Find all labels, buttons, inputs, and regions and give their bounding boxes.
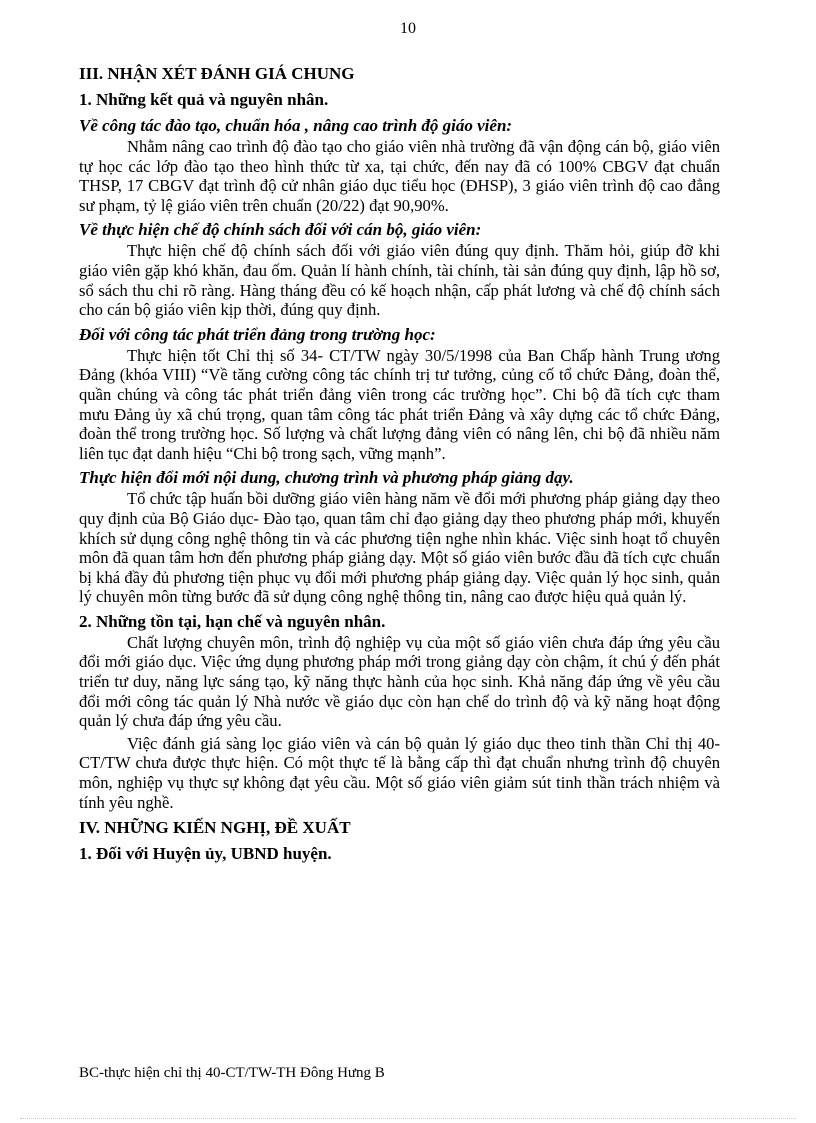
page-footer: BC-thực hiện chỉ thị 40-CT/TW-TH Đông Hưng B [79, 1065, 385, 1081]
heading-policy: Về thực hiện chế độ chính sách đối với cán bộ, giáo viên: [79, 220, 482, 240]
page-number: 10 [400, 20, 416, 37]
paragraph-limits-2: Việc đánh giá sàng lọc giáo viên và cán bộ quản lý giáo dục theo tinh thần Chỉ thị 40-CT/TW chưa được thực hiện. Có một thực tế là bằng cấp thì đạt chuẩn nhưng trình độ chuyên môn, nghiệp vụ thực sự không đạt yêu cầu. Một số giáo viên giảm sút tinh thần trách nhiệm và tính yêu nghề. [79, 733, 720, 812]
heading-training: Về công tác đào tạo, chuẩn hóa , nâng cao trình độ giáo viên: [79, 116, 513, 135]
sub2-title: 2. Những tồn tại, hạn chế và nguyên nhân. [79, 611, 386, 631]
paragraph-training: Nhằm nâng cao trình độ đào tạo cho giáo viên nhà trường đã vận động cán bộ, giáo viên tự học các lớp đào tạo theo hình thức từ xa, tại chức, đến nay đã có 100% CBGV đạt chuẩn THSP, 17 CBGV đạt trình độ cử nhân giáo dục tiểu học (ĐHSP), 3 giáo viên trình độ cao đẳng sư phạm, tỷ lệ giáo viên trên chuẩn (20/22) đạt 90,90%. [79, 137, 720, 215]
heading-innovation: Thực hiện đổi mới nội dung, chương trình và phương pháp giảng dạy. [79, 468, 574, 488]
heading-party: Đối với công tác phát triển đảng trong trường học: [79, 324, 436, 344]
document-body [79, 58, 720, 865]
paragraph-policy: Thực hiện chế độ chính sách đối với giáo viên đúng quy định. Thăm hỏi, giúp đỡ khi giáo viên gặp khó khăn, đau ốm. Quản lí hành chính, tài chính, tài sản đúng quy định, lập hồ sơ, sổ sách thu chi rõ ràng. Hàng tháng đều có kế hoạch nhận, cấp phát lương và chế độ chính sách cho cán bộ giáo viên kịp thời, đúng quy định. [79, 241, 720, 320]
paragraph-limits-1: Chất lượng chuyên môn, trình độ nghiệp vụ của một số giáo viên chưa đáp ứng yêu cầu đổi mới giáo dục. Việc ứng dụng phương pháp mới trong giảng dạy còn chậm, ít chú ý đến phát triển tư duy, năng lực sáng tạo, kỹ năng thực hành của học sinh. Khả năng đáp ứng về yêu cầu đổi mới công tác quản lý Nhà nước về giáo dục còn hạn chế do trình độ và kỹ năng hoạt động quản lý chưa đáp ứng yêu cầu. [79, 632, 720, 731]
sub1-title: 1. Những kết quả và nguyên nhân. [79, 90, 329, 109]
paragraph-innovation: Tổ chức tập huấn bồi dưỡng giáo viên hàng năm về đổi mới phương pháp giảng dạy theo quy định của Bộ Giáo dục- Đào tạo, quan tâm chỉ đạo giảng dạy theo phương pháp mới, khuyến khích sử dụng công nghệ thông tin và các phương tiện nghe nhìn khác. Việc sinh hoạt tổ chuyên môn đã quan tâm hơn đến phương pháp giảng dạy. Một số giáo viên bước đầu đã tích cực chuẩn bị khá đầy đủ phương tiện phục vụ đổi mới phương pháp giảng dạy. Việc quản lý học sinh, quản lý chuyên môn từng bước đã sử dụng công nghệ thông tin, nâng cao được hiệu quả quản lý. [79, 489, 720, 607]
sub-iv1-title: 1. Đối với Huyện ủy, UBND huyện. [79, 844, 332, 864]
page-bottom-divider [20, 1118, 796, 1119]
paragraph-party: Thực hiện tốt Chỉ thị số 34- CT/TW ngày 30/5/1998 của Ban Chấp hành Trung ương Đảng (khóa VIII) “Về tăng cường công tác chính trị tư tưởng, củng cố tổ chức Đảng, đoàn thể, quần chúng và công tác phát triển đảng viên trong các trường học”. Chi bộ đã tích cực tham mưu Đảng ủy xã chú trọng, quan tâm công tác phát triển Đảng và xây dựng các tổ chức Đảng, đoàn thể trong trường học. Số lượng và chất lượng đảng viên có nâng lên, chi bộ đã nhiều năm liên tục đạt danh hiệu “Chi bộ trong sạch, vững mạnh”. [79, 345, 720, 463]
section-iv-title: IV. NHỮNG KIẾN NGHỊ, ĐỀ XUẤT [79, 818, 351, 838]
section-iii-title: III. NHẬN XÉT ĐÁNH GIÁ CHUNG [79, 64, 355, 83]
